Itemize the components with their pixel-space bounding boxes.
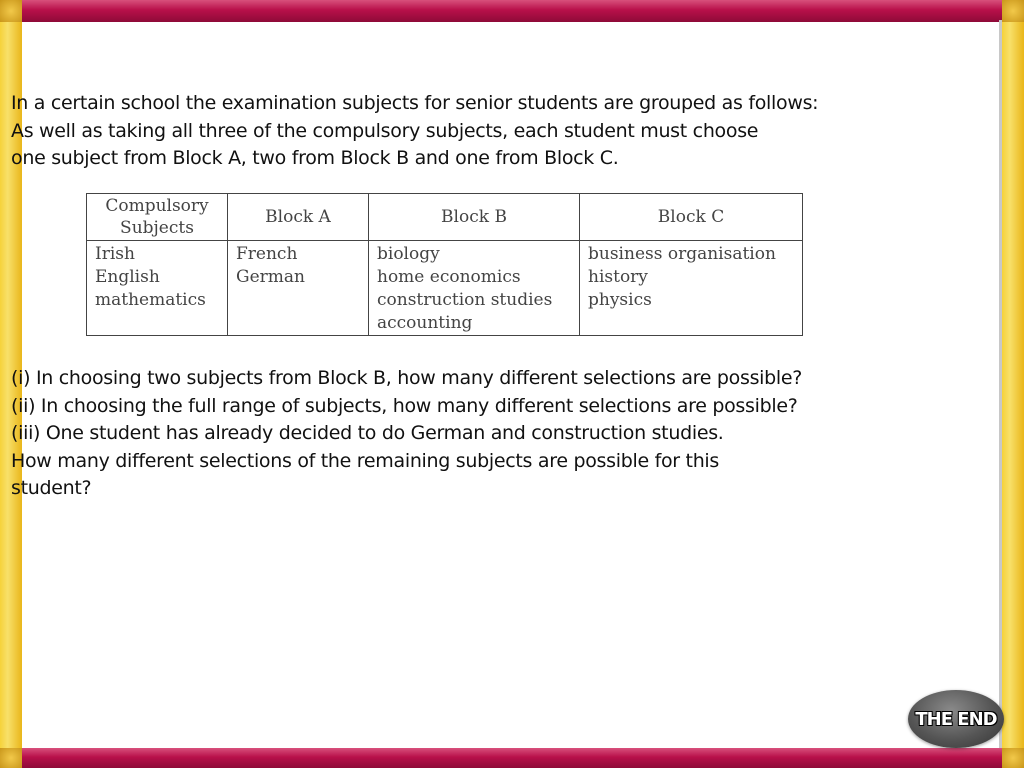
intro-line: As well as taking all three of the compulsory subjects, each student must choose bbox=[11, 119, 759, 142]
corner-top-left bbox=[0, 0, 22, 22]
header-block-c: Block C bbox=[580, 194, 803, 241]
question-line: (iii) One student has already decided to do German and construction studies. bbox=[11, 422, 724, 444]
intro-text bbox=[11, 90, 991, 173]
questions bbox=[11, 365, 802, 503]
top-border bbox=[0, 0, 1024, 22]
the-end-button[interactable] bbox=[908, 690, 1004, 748]
header-block-b: Block B bbox=[369, 194, 580, 241]
subject-item: physics bbox=[588, 290, 652, 310]
header-compulsory-subjects bbox=[87, 194, 228, 241]
question-line: How many different selections of the remaining subjects are possible for this bbox=[11, 449, 720, 472]
bottom-border bbox=[0, 748, 1024, 768]
subject-item: business organisation bbox=[588, 244, 776, 264]
cell-compulsory bbox=[87, 241, 228, 336]
question-line: (i) In choosing two subjects from Block B, how many different selections are possible? bbox=[11, 367, 803, 389]
right-border bbox=[1002, 0, 1024, 768]
subject-item: Irish bbox=[95, 244, 135, 264]
table-header-row bbox=[87, 194, 803, 241]
subject-item: German bbox=[236, 267, 305, 287]
corner-bottom-left bbox=[0, 748, 22, 768]
header-block-a: Block A bbox=[228, 194, 369, 241]
cell-block-c bbox=[580, 241, 803, 336]
right-border-shadow bbox=[999, 20, 1002, 748]
intro-line: In a certain school the examination subjects for senior students are grouped as follows: bbox=[11, 92, 819, 114]
cell-block-a bbox=[228, 241, 369, 336]
subject-item: English bbox=[95, 267, 160, 287]
question-line: (ii) In choosing the full range of subjects, how many different selections are possible? bbox=[11, 394, 798, 417]
header-text: Compulsory bbox=[105, 196, 209, 216]
subject-item: biology bbox=[377, 244, 440, 264]
subject-item: accounting bbox=[377, 313, 473, 333]
subject-item: home economics bbox=[377, 267, 521, 287]
subject-item: history bbox=[588, 267, 648, 287]
intro-line: one subject from Block A, two from Block B and one from Block C. bbox=[11, 147, 619, 169]
the-end-label: THE END bbox=[915, 708, 997, 730]
subjects-table bbox=[86, 193, 803, 336]
corner-bottom-right bbox=[1002, 748, 1024, 768]
header-text: Subjects bbox=[120, 218, 194, 238]
table-row bbox=[87, 241, 803, 336]
corner-top-right bbox=[1002, 0, 1024, 22]
subject-item: construction studies bbox=[377, 290, 553, 310]
cell-block-b bbox=[369, 241, 580, 336]
subject-item: mathematics bbox=[95, 290, 206, 310]
subject-item: French bbox=[236, 244, 298, 264]
question-line: student? bbox=[11, 477, 92, 499]
